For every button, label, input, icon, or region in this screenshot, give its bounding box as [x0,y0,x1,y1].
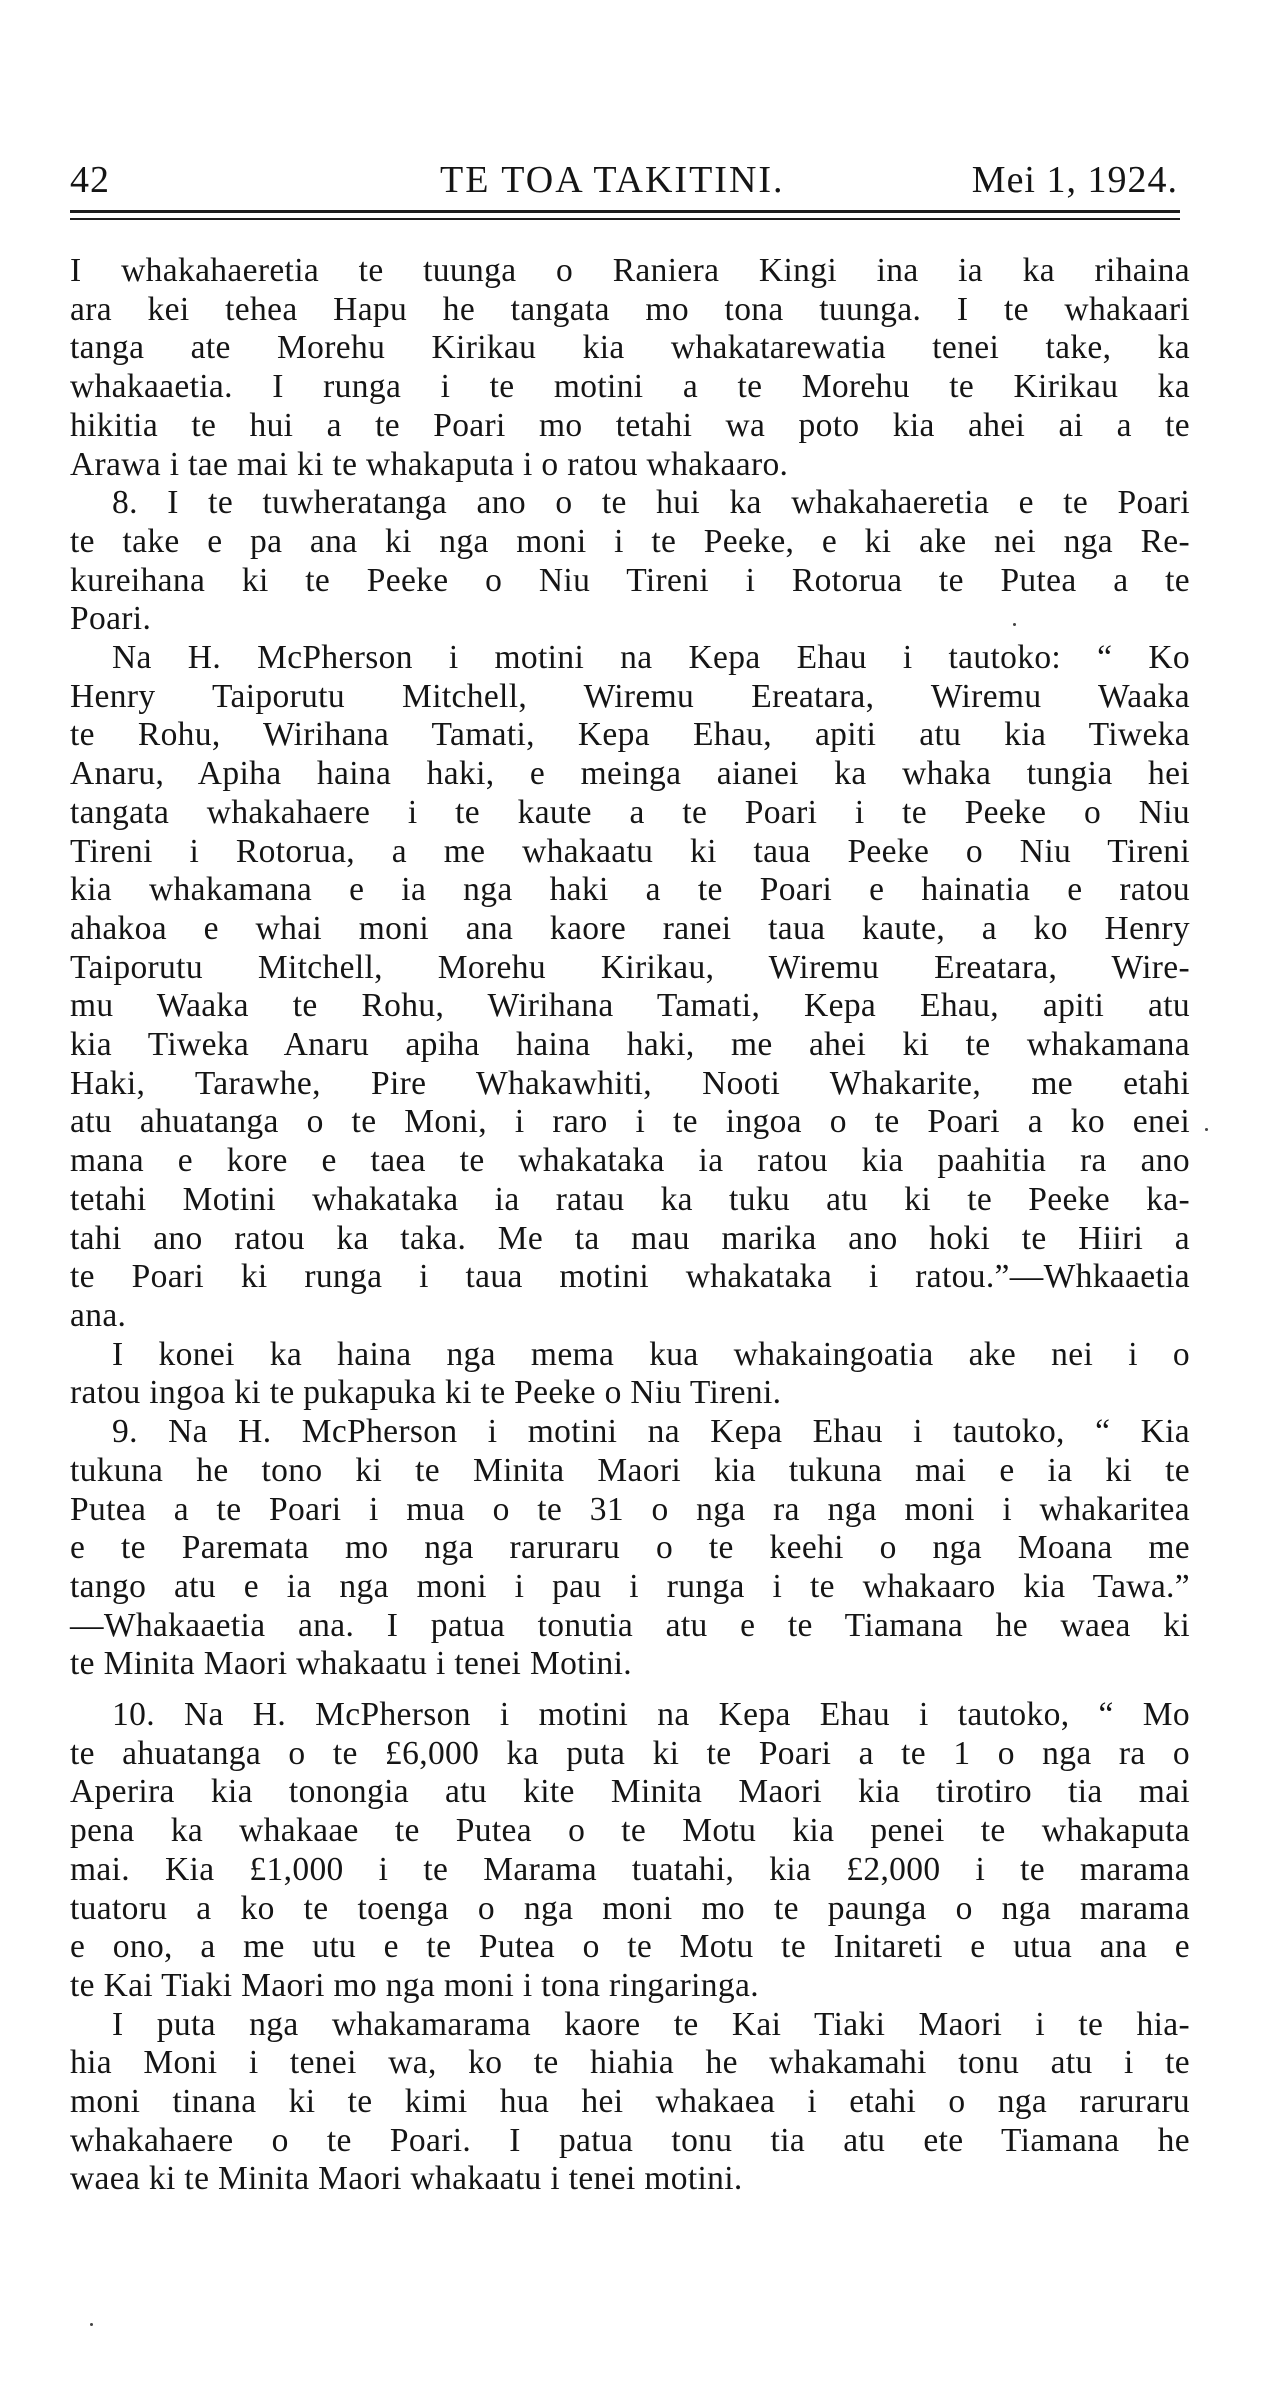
text-line: tetahi Motini whakataka ia ratau ka tuku atu ki te Peeke ka- [70,1180,1190,1218]
paragraph-p7 [70,2006,1190,2200]
text-line: kia whakamana e ia nga haki a te Poari e hainatia e ratou [70,871,1190,909]
paragraph-p3 [70,639,1190,1336]
header-rule-bottom [70,218,1180,220]
text-line: 10. Na H. McPherson i motini na Kepa Ehau i tautoko, “ Mo [112,1696,1190,1734]
text-line: e te Paremata mo nga raruraru o te keehi o nga Moana me [70,1529,1190,1567]
text-line: e ono, a me utu e te Putea o te Motu te Initareti e utua ana e [70,1928,1190,1966]
paragraph-gap [70,1684,1190,1696]
text-line: te Kai Tiaki Maori mo nga moni i tona ringaringa. [70,1966,759,2004]
text-line: te Poari ki runga i taua motini whakataka i ratou.”—Whkaaetia [70,1258,1190,1296]
text-line: Poari. [70,600,152,638]
text-line: Arawa i tae mai ki te whakaputa i o ratou whakaaro. [70,445,789,483]
text-line: tangata whakahaere i te kaute a te Poari i te Peeke o Niu [70,793,1190,831]
text-line: ana. [70,1296,127,1334]
text-line: tahi ano ratou ka taka. Me ta mau marika ano hoki te Hiiri a [70,1219,1190,1257]
text-line: mu Waaka te Rohu, Wirihana Tamati, Kepa Ehau, apiti atu [70,987,1190,1025]
text-line: te Minita Maori whakaatu i tenei Motini. [70,1645,632,1683]
text-line: 8. I te tuwheratanga ano o te hui ka whakahaeretia e te Poari [112,484,1190,522]
paragraph-p5 [70,1413,1190,1684]
issue-date: Mei 1, 1924. [971,159,1178,201]
text-line: te ahuatanga o te £6,000 ka puta ki te Poari a te 1 o nga ra o [70,1734,1190,1772]
text-line: tuatoru a ko te toenga o nga moni mo te paunga o nga marama [70,1889,1190,1927]
paragraph-p1 [70,252,1190,484]
print-speck [1205,1128,1208,1131]
text-line: I puta nga whakamarama kaore te Kai Tiaki Maori i te hia- [112,2005,1190,2043]
text-line: Putea a te Poari i mua o te 31 o nga ra nga moni i whakaritea [70,1490,1190,1528]
page-header [70,158,1178,208]
paragraph-p4 [70,1336,1190,1413]
text-line: I konei ka haina nga mema kua whakaingoatia ake nei i o [112,1335,1190,1373]
text-line: —Whakaaetia ana. I patua tonutia atu e te Tiamana he waea ki [70,1606,1190,1644]
text-line: mai. Kia £1,000 i te Marama tuatahi, kia £2,000 i te marama [70,1850,1190,1888]
text-line: Anaru, Apiha haina haki, e meinga aianei ka whaka tungia hei [70,755,1190,793]
text-line: whakaaetia. I runga i te motini a te Morehu te Kirikau ka [70,368,1190,406]
article-body [70,252,1190,2199]
text-line: 9. Na H. McPherson i motini na Kepa Ehau i tautoko, “ Kia [112,1413,1190,1451]
page-number: 42 [70,159,110,201]
header-rule-top [70,210,1180,213]
text-line: tanga ate Morehu Kirikau kia whakatarewatia tenei take, ka [70,329,1190,367]
text-line: Taiporutu Mitchell, Morehu Kirikau, Wiremu Ereatara, Wire- [70,948,1190,986]
journal-title: TE TOA TAKITINI. [440,159,785,201]
text-line: pena ka whakaae te Putea o te Motu kia penei te whakaputa [70,1812,1190,1850]
text-line: whakahaere o te Poari. I patua tonu tia atu ete Tiamana he [70,2121,1190,2159]
text-line: mana e kore e taea te whakataka ia ratou kia paahitia ra ano [70,1142,1190,1180]
print-speck [90,2323,93,2326]
text-line: atu ahuatanga o te Moni, i raro i te ingoa o te Poari a ko enei [70,1103,1190,1141]
text-line: Aperira kia tonongia atu kite Minita Maori kia tirotiro tia mai [70,1773,1190,1811]
text-line: hia Moni i tenei wa, ko te hiahia he whakamahi tonu atu i te [70,2044,1190,2082]
paragraph-p2 [70,484,1190,639]
text-line: waea ki te Minita Maori whakaatu i tenei motini. [70,2160,743,2198]
text-line: te take e pa ana ki nga moni i te Peeke, e ki ake nei nga Re- [70,522,1190,560]
text-line: Na H. McPherson i motini na Kepa Ehau i tautoko: “ Ko [112,639,1190,677]
text-line: ratou ingoa ki te pukapuka ki te Peeke o Niu Tireni. [70,1374,782,1412]
text-line: te Rohu, Wirihana Tamati, Kepa Ehau, apiti atu kia Tiweka [70,716,1190,754]
text-line: tango atu e ia nga moni i pau i runga i te whakaaro kia Tawa.” [70,1567,1190,1605]
text-line: ahakoa e whai moni ana kaore ranei taua kaute, a ko Henry [70,909,1190,947]
text-line: moni tinana ki te kimi hua hei whakaea i etahi o nga raruraru [70,2083,1190,2121]
paragraph-p6 [70,1696,1190,2006]
text-line: tukuna he tono ki te Minita Maori kia tukuna mai e ia ki te [70,1451,1190,1489]
text-line: Henry Taiporutu Mitchell, Wiremu Ereatara, Wiremu Waaka [70,677,1190,715]
text-line: Tireni i Rotorua, a me whakaatu ki taua Peeke o Niu Tireni [70,832,1190,870]
text-line: kureihana ki te Peeke o Niu Tireni i Rotorua te Putea a te [70,561,1190,599]
text-line: Haki, Tarawhe, Pire Whakawhiti, Nooti Whakarite, me etahi [70,1064,1190,1102]
text-line: ara kei tehea Hapu he tangata mo tona tuunga. I te whakaari [70,290,1190,328]
text-line: hikitia te hui a te Poari mo tetahi wa poto kia ahei ai a te [70,406,1190,444]
print-speck [1013,623,1016,626]
text-line: I whakahaeretia te tuunga o Raniera Kingi ina ia ka rihaina [70,252,1190,289]
text-line: kia Tiweka Anaru apiha haina haki, me ahei ki te whakamana [70,1026,1190,1064]
